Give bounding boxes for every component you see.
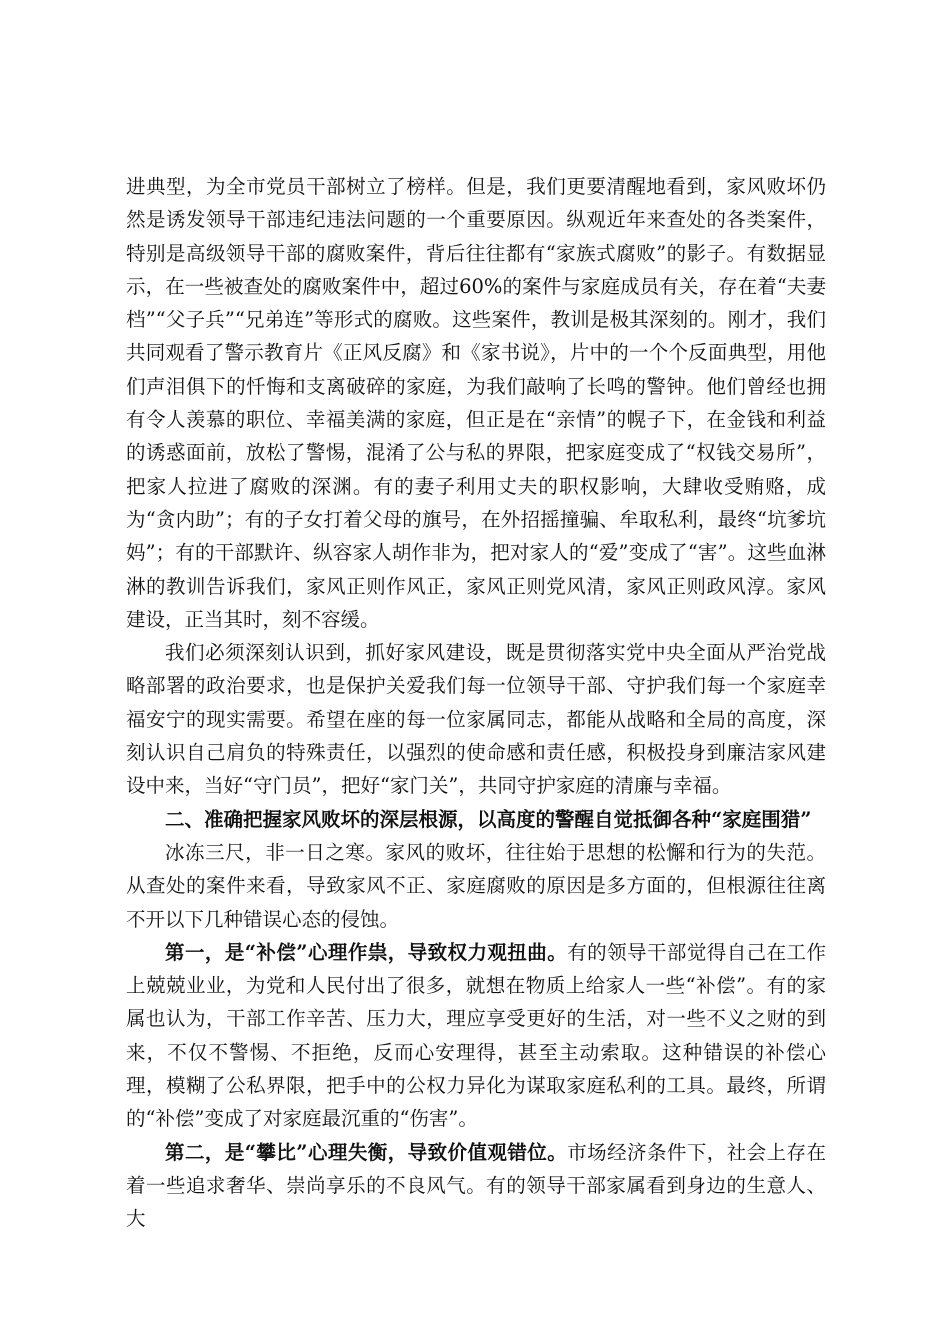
- section-heading-two: 二、准确把握家风败坏的深层根源，以高度的警醒自觉抵御各种“家庭围猎”: [165, 807, 812, 831]
- paragraph-body-second: 市场经济条件下，社会上存在着一些追求奢华、崇尚享乐的不良风气。有的领导干部家属看到身边的生意人、大: [126, 1140, 826, 1231]
- paragraph-second-comparison: [126, 1136, 826, 1236]
- paragraph-continuation: 进典型，为全市党员干部树立了榜样。但是，我们更要清醒地看到，家风败坏仍然是诱发领导干部违纪违法问题的一个重要原因。纵观近年来查处的各类案件，特别是高级领导干部的腐败案件，背后往往都有“家族式腐败”的影子。有数据显示，在一些被查处的腐败案件中，超过60%的案件与家庭成员有关，存在着“夫妻档”“父子兵”“兄弟连”等形式的腐败。这些案件，教训是极其深刻的。刚才，我们共同观看了警示教育片《正风反腐》和《家书说》，片中的一个个反面典型，用他们声泪俱下的忏悔和支离破碎的家庭，为我们敲响了长鸣的警钟。他们曾经也拥有令人羡慕的职位、幸福美满的家庭，但正是在“亲情”的幌子下，在金钱和利益的诱惑面前，放松了警惕，混淆了公与私的界限，把家庭变成了“权钱交易所”，把家人拉进了腐败的深渊。有的妻子利用丈夫的职权影响，大肆收受贿赂，成为“贪内助”；有的子女打着父母的旗号，在外招摇撞骗、牟取私利，最终“坑爹坑妈”；有的干部默许、纵容家人胡作非为，把对家人的“爱”变成了“害”。这些血淋淋的教训告诉我们，家风正则作风正，家风正则党风清，家风正则政风淳。家风建设，正当其时，刻不容缓。: [126, 175, 826, 631]
- paragraph-body-first: 有的领导干部觉得自己在工作上兢兢业业，为党和人民付出了很多，就想在物质上给家人一些“补偿”。有的家属也认为，干部工作辛苦、压力大，理应享受更好的生活，对一些不义之财的到来，不仅不警惕、不拒绝，反而心安理得，甚至主动索取。这种错误的补偿心理，模糊了公私界限，把手中的公权力异化为谋取家庭私利的工具。最终，所谓的“补偿”变成了对家庭最沉重的“伤害”。: [126, 940, 826, 1131]
- paragraph-first-compensation: [126, 936, 826, 1136]
- document-body: [126, 170, 826, 1236]
- lead-sentence-second: 第二，是“攀比”心理失衡，导致价值观错位。: [165, 1140, 568, 1164]
- lead-sentence-first: 第一，是“补偿”心理作祟，导致权力观扭曲。: [165, 940, 568, 964]
- paragraph-root-causes-intro: 冰冻三尺，非一日之寒。家风的败坏，往往始于思想的松懈和行为的失范。从查处的案件来看，导致家风不正、家庭腐败的原因是多方面的，但根源往往离不开以下几种错误心态的侵蚀。: [126, 840, 826, 931]
- paragraph-family-style-importance: 我们必须深刻认识到，抓好家风建设，既是贯彻落实党中央全面从严治党战略部署的政治要求，也是保护关爱我们每一位领导干部、守护我们每一个家庭幸福安宁的现实需要。希望在座的每一位家属同志，都能从战略和全局的高度，深刻认识自己肩负的特殊责任，以强烈的使命感和责任感，积极投身到廉洁家风建设中来，当好“守门员”，把好“家门关”，共同守护家庭的清廉与幸福。: [126, 641, 826, 798]
